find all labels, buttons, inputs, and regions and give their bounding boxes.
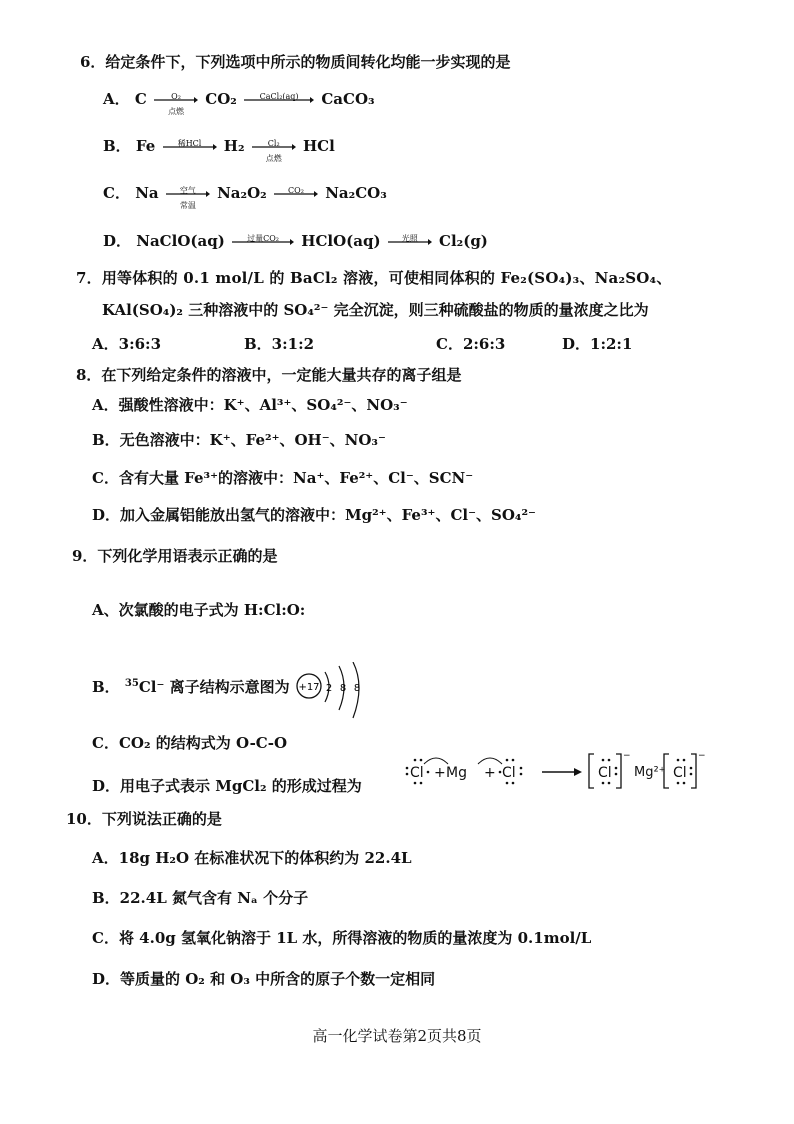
reaction-arrow xyxy=(274,186,318,198)
q10-option-b: B．22.4L 氮气含有 Nₐ 个分子 xyxy=(92,889,309,907)
reaction-arrow xyxy=(154,92,198,116)
arrow-condition-top: CaCl₂(aq) xyxy=(259,92,299,101)
q10-stem: 10．下列说法正确的是 xyxy=(66,810,222,828)
q6-option-b xyxy=(103,136,335,163)
shell-count: 8 xyxy=(339,683,347,694)
species: NaClO(aq) xyxy=(136,232,225,250)
species: C xyxy=(134,90,147,108)
mg-symbol: Mg xyxy=(446,765,467,781)
reaction-arrow xyxy=(244,92,314,104)
ion-structure-diagram xyxy=(295,662,370,720)
species: Na₂CO₃ xyxy=(325,184,387,202)
arrow-condition-top: 空气 xyxy=(179,186,196,195)
q8-option-b: B．无色溶液中：K⁺、Fe²⁺、OH⁻、NO₃⁻ xyxy=(92,431,386,449)
q8-option-a: A．强酸性溶液中：K⁺、Al³⁺、SO₄²⁻、NO₃⁻ xyxy=(92,396,408,414)
shell-count: 8 xyxy=(353,683,361,694)
reaction-arrow xyxy=(388,234,432,246)
species: Fe xyxy=(135,137,156,155)
reaction-arrow xyxy=(252,139,296,163)
arrow-condition-top: Cl₂ xyxy=(267,139,280,148)
q6-stem: 6．给定条件下，下列选项中所示的物质间转化均能一步实现的是 xyxy=(80,53,511,71)
option-label: B． xyxy=(92,678,120,696)
arrow-condition-top: 过量CO₂ xyxy=(247,234,279,243)
species: Na xyxy=(135,184,159,202)
species: CaCO₃ xyxy=(321,90,375,108)
q10-option-d: D．等质量的 O₂ 和 O₃ 中所含的原子个数一定相同 xyxy=(92,970,436,988)
reaction-arrow xyxy=(163,139,217,151)
shell-count: 2 xyxy=(325,683,333,694)
q6-option-d xyxy=(103,231,488,251)
svg-text:−: − xyxy=(623,751,631,761)
reaction-arrow xyxy=(232,234,294,246)
arrow-condition-bottom: 常温 xyxy=(179,201,196,210)
svg-text:+: + xyxy=(484,765,496,781)
q8-option-c: C．含有大量 Fe³⁺的溶液中：Na⁺、Fe²⁺、Cl⁻、SCN⁻ xyxy=(92,469,474,487)
q9-option-d: D．用电子式表示 MgCl₂ 的形成过程为 xyxy=(92,777,362,795)
option-label: D． xyxy=(103,232,132,250)
nucleus-charge: +17 xyxy=(298,682,320,693)
mg-ion-symbol: Mg²⁺ xyxy=(634,765,666,780)
arrow-condition-top: 稀HCl xyxy=(177,139,202,148)
svg-text:+: + xyxy=(434,765,446,781)
arrow-condition-top: O₂ xyxy=(171,92,181,101)
option-text: Cl⁻ 离子结构示意图为 xyxy=(138,678,290,696)
q7-option-b: B．3:1:2 xyxy=(244,335,315,353)
q7-stem-line1: 7．用等体积的 0.1 mol/L 的 BaCl₂ 溶液，可使相同体积的 Fe₂(SO₄)₃、Na₂SO₄、 xyxy=(76,269,672,287)
species: H₂ xyxy=(223,137,245,155)
arrow-condition-top: 光照 xyxy=(401,234,418,243)
arrow-condition-top: CO₂ xyxy=(288,186,304,195)
species: HCl xyxy=(302,137,335,155)
q7-option-c: C．2:6:3 xyxy=(436,335,506,353)
species: CO₂ xyxy=(205,90,237,108)
q8-stem: 8．在下列给定条件的溶液中，一定能大量共存的离子组是 xyxy=(76,366,462,384)
species: HClO(aq) xyxy=(301,232,381,250)
q10-option-c: C．将 4.0g 氢氧化钠溶于 1L 水，所得溶液的物质的量浓度为 0.1mol/L xyxy=(92,929,592,947)
chloride-ion-symbol: Cl xyxy=(598,765,612,781)
q9-option-b xyxy=(92,677,290,697)
option-label: A． xyxy=(103,90,130,108)
option-label: B． xyxy=(103,137,131,155)
q9-option-a: A、次氯酸的电子式为 H:Cl:O: xyxy=(92,601,306,619)
q9-option-c: C．CO₂ 的结构式为 O-C-O xyxy=(92,734,288,752)
mass-number: 35 xyxy=(124,678,139,689)
page-footer: 高一化学试卷第2页共8页 xyxy=(312,1027,482,1045)
q6-option-c xyxy=(103,183,387,210)
q6-option-a xyxy=(103,89,375,116)
chlorine-symbol: Cl xyxy=(410,765,424,781)
arrow-condition-bottom: 点燃 xyxy=(168,107,185,116)
q8-option-d: D．加入金属铝能放出氢气的溶液中：Mg²⁺、Fe³⁺、Cl⁻、SO₄²⁻ xyxy=(92,506,536,524)
q9-stem: 9．下列化学用语表示正确的是 xyxy=(72,547,278,565)
reaction-arrow xyxy=(166,186,210,210)
q7-option-d: D．1:2:1 xyxy=(562,335,633,353)
species: Na₂O₂ xyxy=(217,184,267,202)
q10-option-a: A．18g H₂O 在标准状况下的体积约为 22.4L xyxy=(92,849,412,867)
svg-text:−: − xyxy=(698,751,706,761)
chlorine-symbol: Cl xyxy=(502,765,516,781)
chloride-ion-symbol: Cl xyxy=(673,765,687,781)
arrow-condition-bottom: 点燃 xyxy=(265,154,282,163)
mgcl2-formation-diagram xyxy=(404,748,724,796)
option-label: C． xyxy=(103,184,130,202)
q7-stem-line2: KAl(SO₄)₂ 三种溶液中的 SO₄²⁻ 完全沉淀，则三种硫酸盐的物质的量浓度之比为 xyxy=(102,301,649,319)
q7-option-a: A．3:6:3 xyxy=(92,335,162,353)
species: Cl₂(g) xyxy=(439,232,488,250)
